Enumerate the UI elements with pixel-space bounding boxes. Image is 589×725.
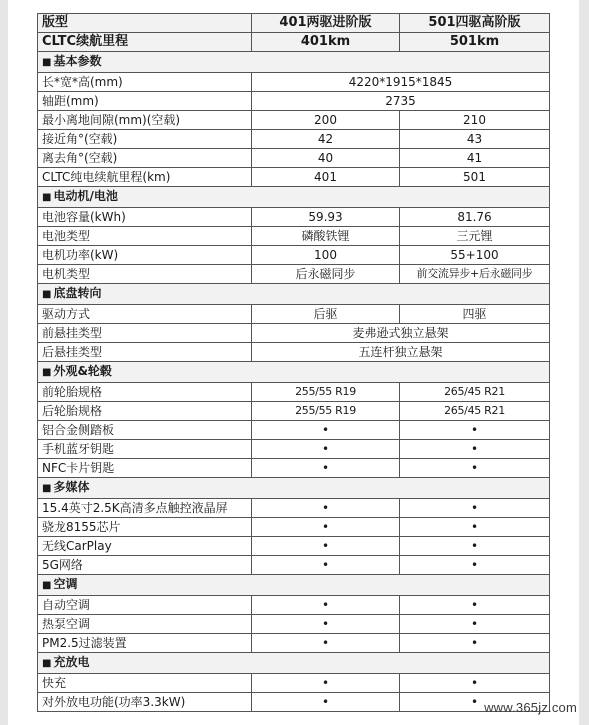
- row-value-501: 三元锂: [400, 227, 550, 246]
- row-label: 后悬挂类型: [38, 343, 252, 362]
- table-row: [38, 499, 550, 518]
- row-value-501: •: [400, 440, 550, 459]
- section-title: ■ 多媒体: [38, 478, 550, 499]
- row-label: 手机蓝牙钥匙: [38, 440, 252, 459]
- row-value-401: 401: [252, 168, 400, 187]
- row-label: 轴距(mm): [38, 92, 252, 111]
- section-header-row: [38, 284, 550, 305]
- section-title: ■ 底盘转向: [38, 284, 550, 305]
- table-row: [38, 208, 550, 227]
- table-row: [38, 130, 550, 149]
- row-label: 前轮胎规格: [38, 383, 252, 402]
- row-value-401: 100: [252, 246, 400, 265]
- row-value-401: 后驱: [252, 305, 400, 324]
- row-value-401: •: [252, 459, 400, 478]
- row-value-401: 42: [252, 130, 400, 149]
- cltc-range-label: CLTC续航里程: [38, 33, 252, 52]
- row-value-401: •: [252, 634, 400, 653]
- row-value-501: •: [400, 556, 550, 575]
- row-label: PM2.5过滤装置: [38, 634, 252, 653]
- row-value-501: •: [400, 537, 550, 556]
- row-label: 自动空调: [38, 596, 252, 615]
- section-header-row: [38, 187, 550, 208]
- row-value-401: •: [252, 518, 400, 537]
- row-value-501: •: [400, 421, 550, 440]
- row-value-shared: 五连杆独立悬架: [252, 343, 550, 362]
- row-value-401: •: [252, 440, 400, 459]
- table-row: [38, 421, 550, 440]
- row-value-501: •: [400, 459, 550, 478]
- row-value-501: 81.76: [400, 208, 550, 227]
- table-row: [38, 265, 550, 284]
- row-value-401: •: [252, 615, 400, 634]
- row-label: CLTC纯电续航里程(km): [38, 168, 252, 187]
- table-row: [38, 556, 550, 575]
- table-row: [38, 693, 550, 712]
- section-title: ■ 基本参数: [38, 52, 550, 73]
- row-value-401: 59.93: [252, 208, 400, 227]
- table-row: [38, 149, 550, 168]
- section-header-row: [38, 362, 550, 383]
- table-row: [38, 615, 550, 634]
- section-title: ■ 充放电: [38, 653, 550, 674]
- row-value-401: •: [252, 499, 400, 518]
- row-value-401: 200: [252, 111, 400, 130]
- row-value-501: •: [400, 634, 550, 653]
- row-value-501: 210: [400, 111, 550, 130]
- table-row: [38, 634, 550, 653]
- row-value-501: 41: [400, 149, 550, 168]
- row-value-shared: 4220*1915*1845: [252, 73, 550, 92]
- row-label: 电机功率(kW): [38, 246, 252, 265]
- row-value-shared: 麦弗逊式独立悬架: [252, 324, 550, 343]
- table-row: [38, 674, 550, 693]
- row-label: 骁龙8155芯片: [38, 518, 252, 537]
- row-label: 无线CarPlay: [38, 537, 252, 556]
- header-col-401: 401两驱进阶版: [252, 14, 400, 33]
- section-header-row: [38, 653, 550, 674]
- cltc-range-row: [38, 33, 550, 52]
- section-title: ■ 外观&轮毂: [38, 362, 550, 383]
- row-value-501: •: [400, 518, 550, 537]
- table-row: [38, 246, 550, 265]
- table-row: [38, 73, 550, 92]
- watermark: www.365jz.com: [484, 700, 577, 715]
- section-title: ■ 电动机/电池: [38, 187, 550, 208]
- row-label: 铝合金侧踏板: [38, 421, 252, 440]
- row-label: 15.4英寸2.5K高清多点触控液晶屏: [38, 499, 252, 518]
- row-label: 电池容量(kWh): [38, 208, 252, 227]
- row-label: 电池类型: [38, 227, 252, 246]
- row-label: 电机类型: [38, 265, 252, 284]
- row-label: 长*宽*高(mm): [38, 73, 252, 92]
- row-label: 接近角°(空载): [38, 130, 252, 149]
- row-label: 最小离地间隙(mm)(空载): [38, 111, 252, 130]
- row-value-501: 501: [400, 168, 550, 187]
- row-value-401: •: [252, 596, 400, 615]
- row-value-401: 磷酸铁锂: [252, 227, 400, 246]
- section-header-row: [38, 575, 550, 596]
- row-value-401: •: [252, 556, 400, 575]
- row-label: NFC卡片钥匙: [38, 459, 252, 478]
- table-row: [38, 383, 550, 402]
- table-row: [38, 324, 550, 343]
- row-label: 对外放电功能(功率3.3kW): [38, 693, 252, 712]
- row-value-501: •: [400, 499, 550, 518]
- cltc-range-401: 401km: [252, 33, 400, 52]
- row-value-501: 265/45 R21: [400, 402, 550, 421]
- row-label: 快充: [38, 674, 252, 693]
- row-value-501: 四驱: [400, 305, 550, 324]
- table-header-row: [38, 14, 550, 33]
- row-label: 热泵空调: [38, 615, 252, 634]
- row-value-401: 255/55 R19: [252, 383, 400, 402]
- row-value-501: 265/45 R21: [400, 383, 550, 402]
- table-row: [38, 518, 550, 537]
- row-value-401: •: [252, 421, 400, 440]
- table-row: [38, 596, 550, 615]
- row-label: 驱动方式: [38, 305, 252, 324]
- table-row: [38, 92, 550, 111]
- row-value-501: •: [400, 615, 550, 634]
- row-value-501: •: [400, 596, 550, 615]
- table-row: [38, 537, 550, 556]
- row-value-401: •: [252, 674, 400, 693]
- row-value-501: 43: [400, 130, 550, 149]
- row-value-501: •: [400, 674, 550, 693]
- spec-table: [37, 13, 550, 712]
- table-row: [38, 168, 550, 187]
- row-label: 前悬挂类型: [38, 324, 252, 343]
- section-header-row: [38, 52, 550, 73]
- row-value-501: •: [400, 693, 550, 712]
- table-row: [38, 111, 550, 130]
- table-row: [38, 440, 550, 459]
- table-row: [38, 305, 550, 324]
- row-label: 后轮胎规格: [38, 402, 252, 421]
- section-title: ■ 空调: [38, 575, 550, 596]
- row-value-401: •: [252, 693, 400, 712]
- table-row: [38, 227, 550, 246]
- cltc-range-501: 501km: [400, 33, 550, 52]
- row-value-401: 后永磁同步: [252, 265, 400, 284]
- row-value-501: 55+100: [400, 246, 550, 265]
- table-row: [38, 402, 550, 421]
- row-value-401: 40: [252, 149, 400, 168]
- table-row: [38, 343, 550, 362]
- table-row: [38, 459, 550, 478]
- row-value-401: •: [252, 537, 400, 556]
- row-value-401: 255/55 R19: [252, 402, 400, 421]
- row-label: 离去角°(空载): [38, 149, 252, 168]
- header-col-501: 501四驱高阶版: [400, 14, 550, 33]
- header-label: 版型: [38, 14, 252, 33]
- row-value-501: 前交流异步+后永磁同步: [400, 265, 550, 284]
- section-header-row: [38, 478, 550, 499]
- row-label: 5G网络: [38, 556, 252, 575]
- row-value-shared: 2735: [252, 92, 550, 111]
